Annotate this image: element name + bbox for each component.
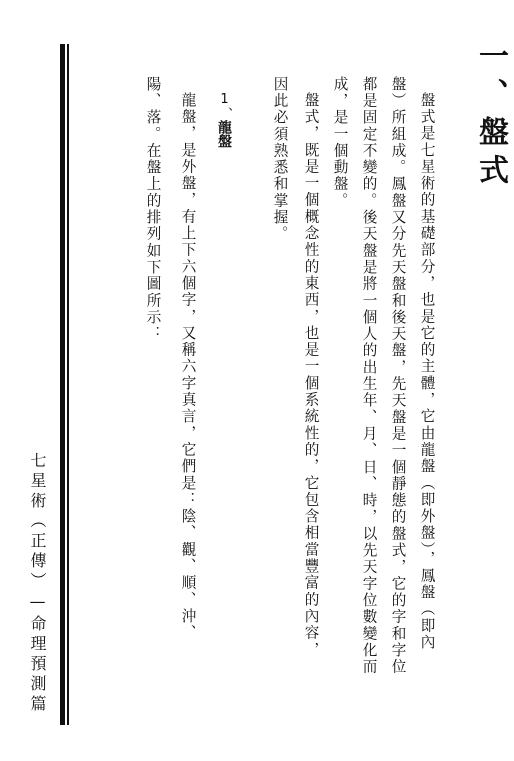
paragraph-2-line-1: 盤式，既是一個概念性的東西，也是一個系統性的，它包含相當豐富的內容，: [302, 92, 320, 659]
paragraph-1-line-1: 盤式是七星術的基礎部分，也是它的主體，它由龍盤（即外盤），鳳盤（即內: [418, 92, 436, 651]
paragraph-1-line-3: 都是固定不變的。後天盤是將一個人的出生年、月、日、時，以先天字位數變化而: [360, 76, 378, 676]
paragraph-2-line-2: 因此必須熟悉和掌握。: [271, 76, 289, 243]
subsection-heading: [214, 92, 234, 148]
subsection-number: 1、: [217, 92, 232, 120]
paragraph-1-line-2: 盤）所組成。鳳盤又分先天盤和後天盤，先天盤是一個靜態的盤式，它的字和字位: [389, 76, 407, 676]
margin-rule-thin: [67, 44, 69, 725]
subsection-line-1: 龍盤，是外盤，有上下六個字，又稱六字真言，它們是：陰、觀、順、沖、: [179, 92, 197, 642]
running-title: 七星術（正傳）—命理預測篇: [28, 452, 47, 715]
margin-rule-thick: [60, 44, 65, 725]
paragraph-1-line-4: 成，是一個動盤。: [331, 76, 349, 210]
subsection-title: 龍盤: [216, 120, 232, 148]
section-heading: 一、盤式: [473, 40, 508, 192]
subsection-line-2: 陽、落。在盤上的排列如下圖所示：: [144, 76, 162, 343]
